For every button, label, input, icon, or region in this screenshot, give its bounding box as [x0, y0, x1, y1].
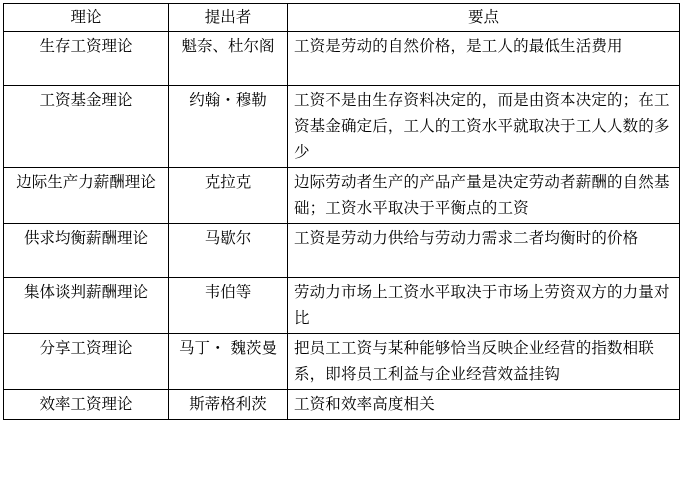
proposer-cell: 马歇尔	[169, 224, 288, 278]
theory-cell: 工资基金理论	[4, 86, 169, 168]
proposer-cell: 克拉克	[169, 168, 288, 224]
table-row	[4, 168, 680, 224]
theory-cell: 生存工资理论	[4, 32, 169, 86]
header-proposer: 提出者	[169, 4, 288, 32]
theory-cell: 效率工资理论	[4, 390, 169, 420]
proposer-cell: 魁奈、杜尔阁	[169, 32, 288, 86]
table-row	[4, 334, 680, 390]
header-theory: 理论	[4, 4, 169, 32]
table-body	[4, 32, 680, 420]
table-header	[4, 4, 680, 32]
theory-cell: 集体谈判薪酬理论	[4, 278, 169, 334]
wage-theories-table	[3, 3, 680, 420]
table-row	[4, 86, 680, 168]
table-row	[4, 224, 680, 278]
table-row	[4, 390, 680, 420]
proposer-cell: 马丁・ 魏茨曼	[169, 334, 288, 390]
proposer-cell: 约翰・穆勒	[169, 86, 288, 168]
theory-cell: 分享工资理论	[4, 334, 169, 390]
proposer-cell: 韦伯等	[169, 278, 288, 334]
points-cell: 劳动力市场上工资水平取决于市场上劳资双方的力量对比	[288, 278, 680, 334]
header-points: 要点	[288, 4, 680, 32]
points-cell: 工资是劳动力供给与劳动力需求二者均衡时的价格	[288, 224, 680, 278]
points-cell: 边际劳动者生产的产品产量是决定劳动者薪酬的自然基础；工资水平取决于平衡点的工资	[288, 168, 680, 224]
header-row	[4, 4, 680, 32]
table-row	[4, 278, 680, 334]
points-cell: 把员工工资与某种能够恰当反映企业经营的指数相联系，即将员工利益与企业经营效益挂钩	[288, 334, 680, 390]
proposer-cell: 斯蒂格利茨	[169, 390, 288, 420]
theory-cell: 供求均衡薪酬理论	[4, 224, 169, 278]
points-cell: 工资不是由生存资料决定的，而是由资本决定的；在工资基金确定后，工人的工资水平就取决于工人人数的多少	[288, 86, 680, 168]
table-row	[4, 32, 680, 86]
points-cell: 工资是劳动的自然价格，是工人的最低生活费用	[288, 32, 680, 86]
points-cell: 工资和效率高度相关	[288, 390, 680, 420]
theory-cell: 边际生产力薪酬理论	[4, 168, 169, 224]
